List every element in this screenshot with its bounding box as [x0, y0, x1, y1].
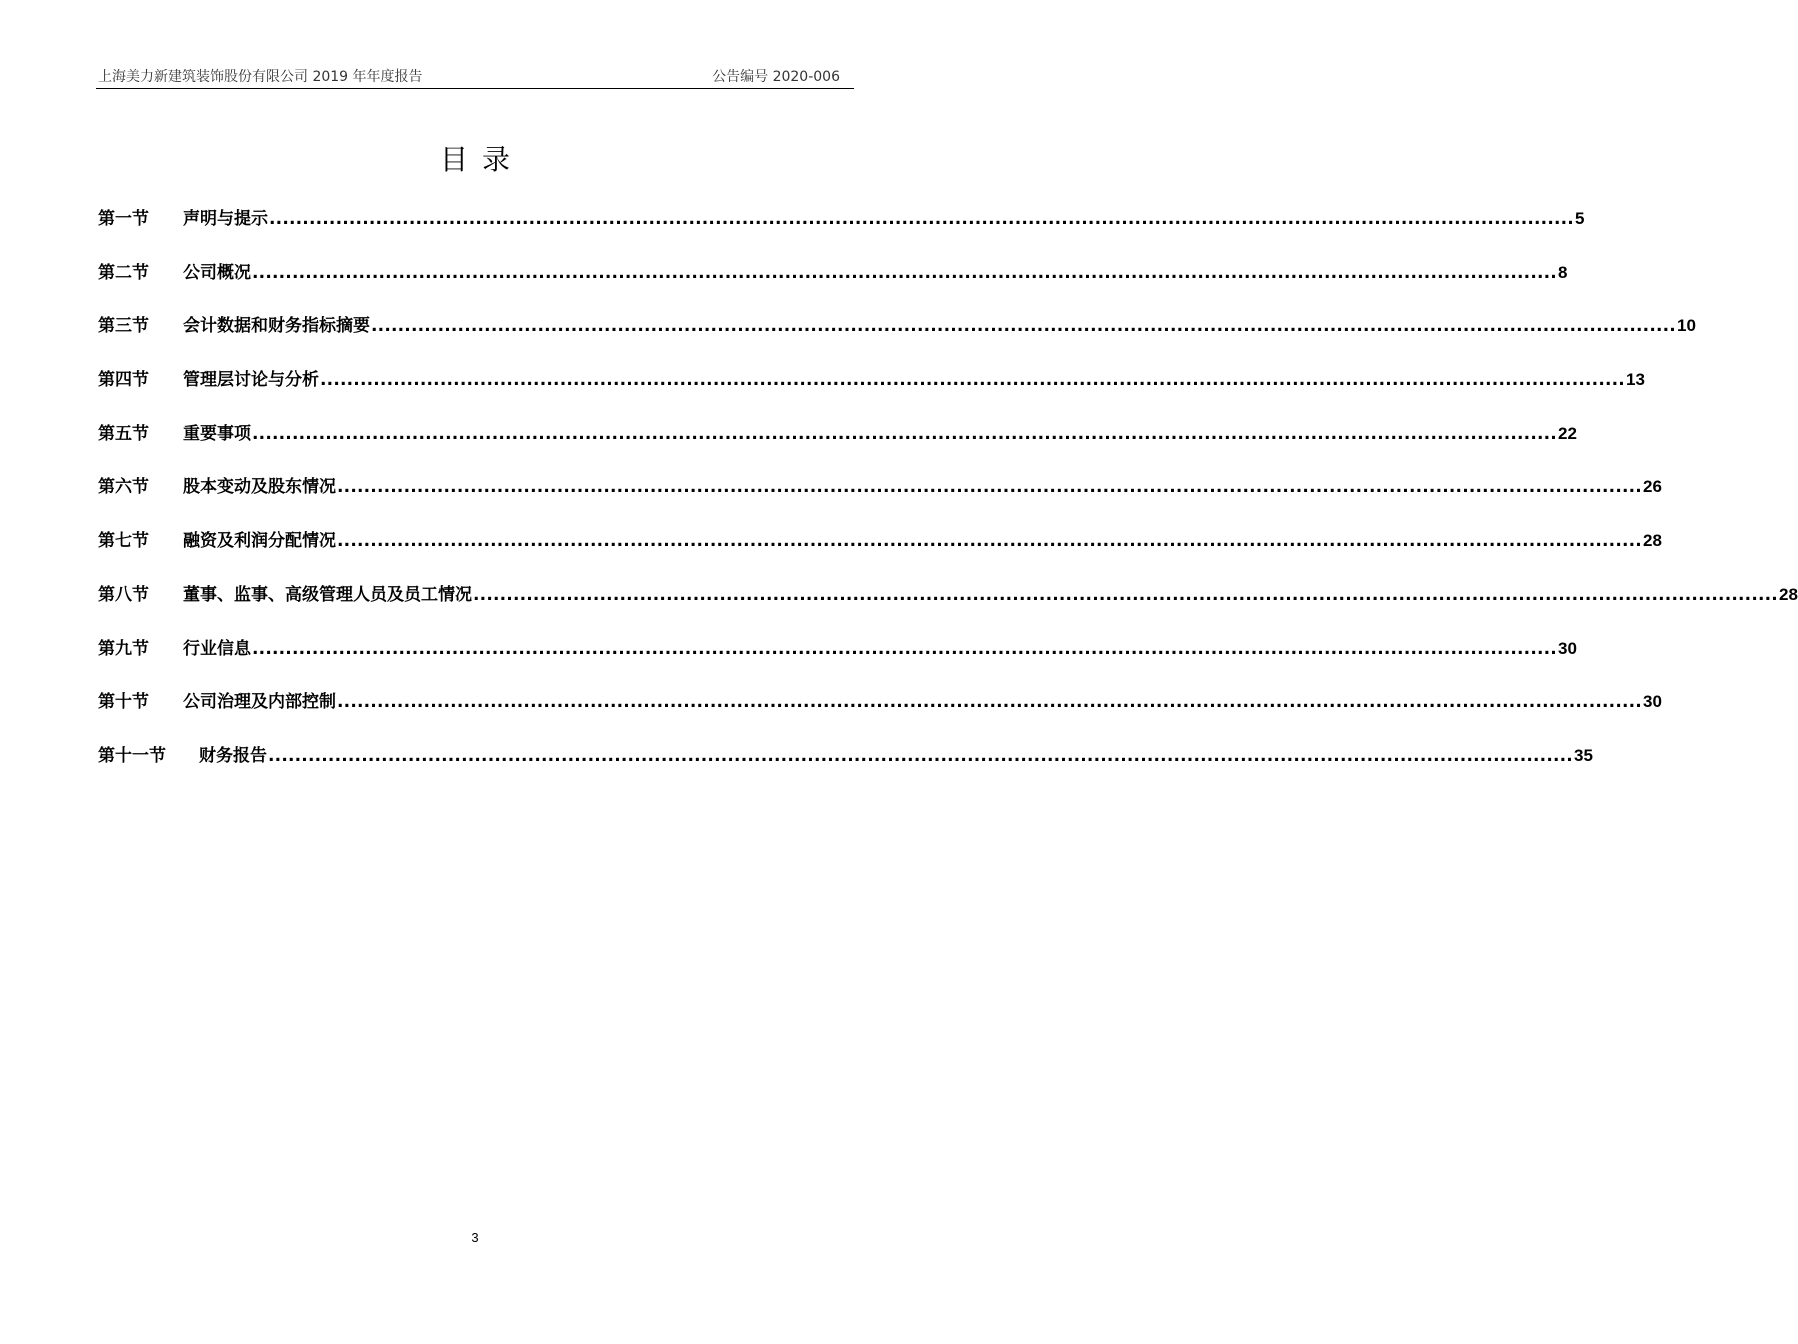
toc-page-number: 5	[1574, 209, 1585, 228]
toc-entry[interactable]	[98, 636, 1577, 690]
toc-section-name: 行业信息	[183, 638, 251, 659]
toc-section-number: 第五节	[98, 423, 149, 444]
toc-dot-leader: ....................................................................................................................................................................................................	[337, 692, 1642, 713]
toc-page-number: 10	[1676, 316, 1696, 336]
toc-dot-leader: ....................................................................................................................................................................................................	[269, 209, 1574, 229]
toc-entry[interactable]	[98, 582, 1798, 636]
toc-section-name: 公司概况	[183, 262, 251, 283]
toc-entry[interactable]	[98, 421, 1577, 475]
toc-entry[interactable]	[98, 474, 1662, 528]
toc-section-name: 股本变动及股东情况	[183, 477, 336, 498]
toc-section-number: 第七节	[98, 531, 149, 552]
toc-section-name: 董事、监事、高级管理人员及员工情况	[183, 584, 472, 605]
toc-page-number: 26	[1642, 477, 1662, 497]
header-report-title: 上海美力新建筑装饰股份有限公司 2019 年年度报告	[98, 69, 423, 85]
toc-section-number: 第三节	[98, 316, 149, 337]
toc-section-number: 第一节	[98, 209, 149, 229]
toc-entry[interactable]	[98, 528, 1662, 582]
toc-dot-leader: ....................................................................................................................................................................................................	[252, 638, 1557, 659]
toc-section-number: 第二节	[98, 262, 149, 283]
toc-page-number: 30	[1557, 638, 1577, 658]
table-of-contents	[98, 206, 1798, 797]
toc-section-number: 第四节	[98, 370, 149, 391]
toc-dot-leader: ....................................................................................................................................................................................................	[252, 262, 1557, 283]
toc-dot-leader: ....................................................................................................................................................................................................	[252, 423, 1557, 444]
toc-dot-leader: ....................................................................................................................................................................................................	[268, 745, 1573, 766]
toc-entry[interactable]	[98, 689, 1662, 743]
toc-page-number: 35	[1573, 745, 1593, 765]
toc-dot-leader: ....................................................................................................................................................................................................	[337, 531, 1642, 552]
page-number: 3	[471, 1230, 479, 1245]
toc-page-number: 28	[1778, 584, 1798, 604]
toc-page-number: 22	[1557, 423, 1577, 443]
toc-section-name: 会计数据和财务指标摘要	[183, 316, 370, 337]
toc-page-number: 13	[1625, 370, 1645, 390]
toc-entry[interactable]	[98, 313, 1696, 367]
toc-page-number: 30	[1642, 692, 1662, 712]
page-header	[96, 62, 854, 89]
toc-entry[interactable]	[98, 260, 1568, 314]
toc-page-number: 28	[1642, 531, 1662, 551]
toc-section-name: 公司治理及内部控制	[183, 692, 336, 713]
toc-page-number: 8	[1557, 262, 1568, 282]
toc-section-number: 第八节	[98, 584, 149, 605]
toc-dot-leader: ....................................................................................................................................................................................................	[320, 370, 1625, 391]
page-title: 目录	[439, 143, 524, 176]
header-announcement-number: 公告编号 2020-006	[712, 69, 840, 85]
toc-entry[interactable]	[98, 743, 1593, 797]
toc-entry[interactable]	[98, 206, 1585, 260]
toc-section-name: 声明与提示	[183, 209, 268, 229]
toc-section-number: 第十一节	[98, 745, 166, 766]
toc-section-number: 第六节	[98, 477, 149, 498]
toc-section-number: 第十节	[98, 692, 149, 713]
toc-dot-leader: ....................................................................................................................................................................................................	[337, 477, 1642, 498]
toc-section-name: 管理层讨论与分析	[183, 370, 319, 391]
toc-section-name: 财务报告	[199, 745, 267, 766]
toc-section-number: 第九节	[98, 638, 149, 659]
toc-entry[interactable]	[98, 367, 1645, 421]
toc-section-name: 重要事项	[183, 423, 251, 444]
toc-dot-leader: ....................................................................................................................................................................................................	[473, 584, 1778, 605]
toc-dot-leader: ....................................................................................................................................................................................................	[371, 316, 1676, 337]
toc-section-name: 融资及利润分配情况	[183, 531, 336, 552]
